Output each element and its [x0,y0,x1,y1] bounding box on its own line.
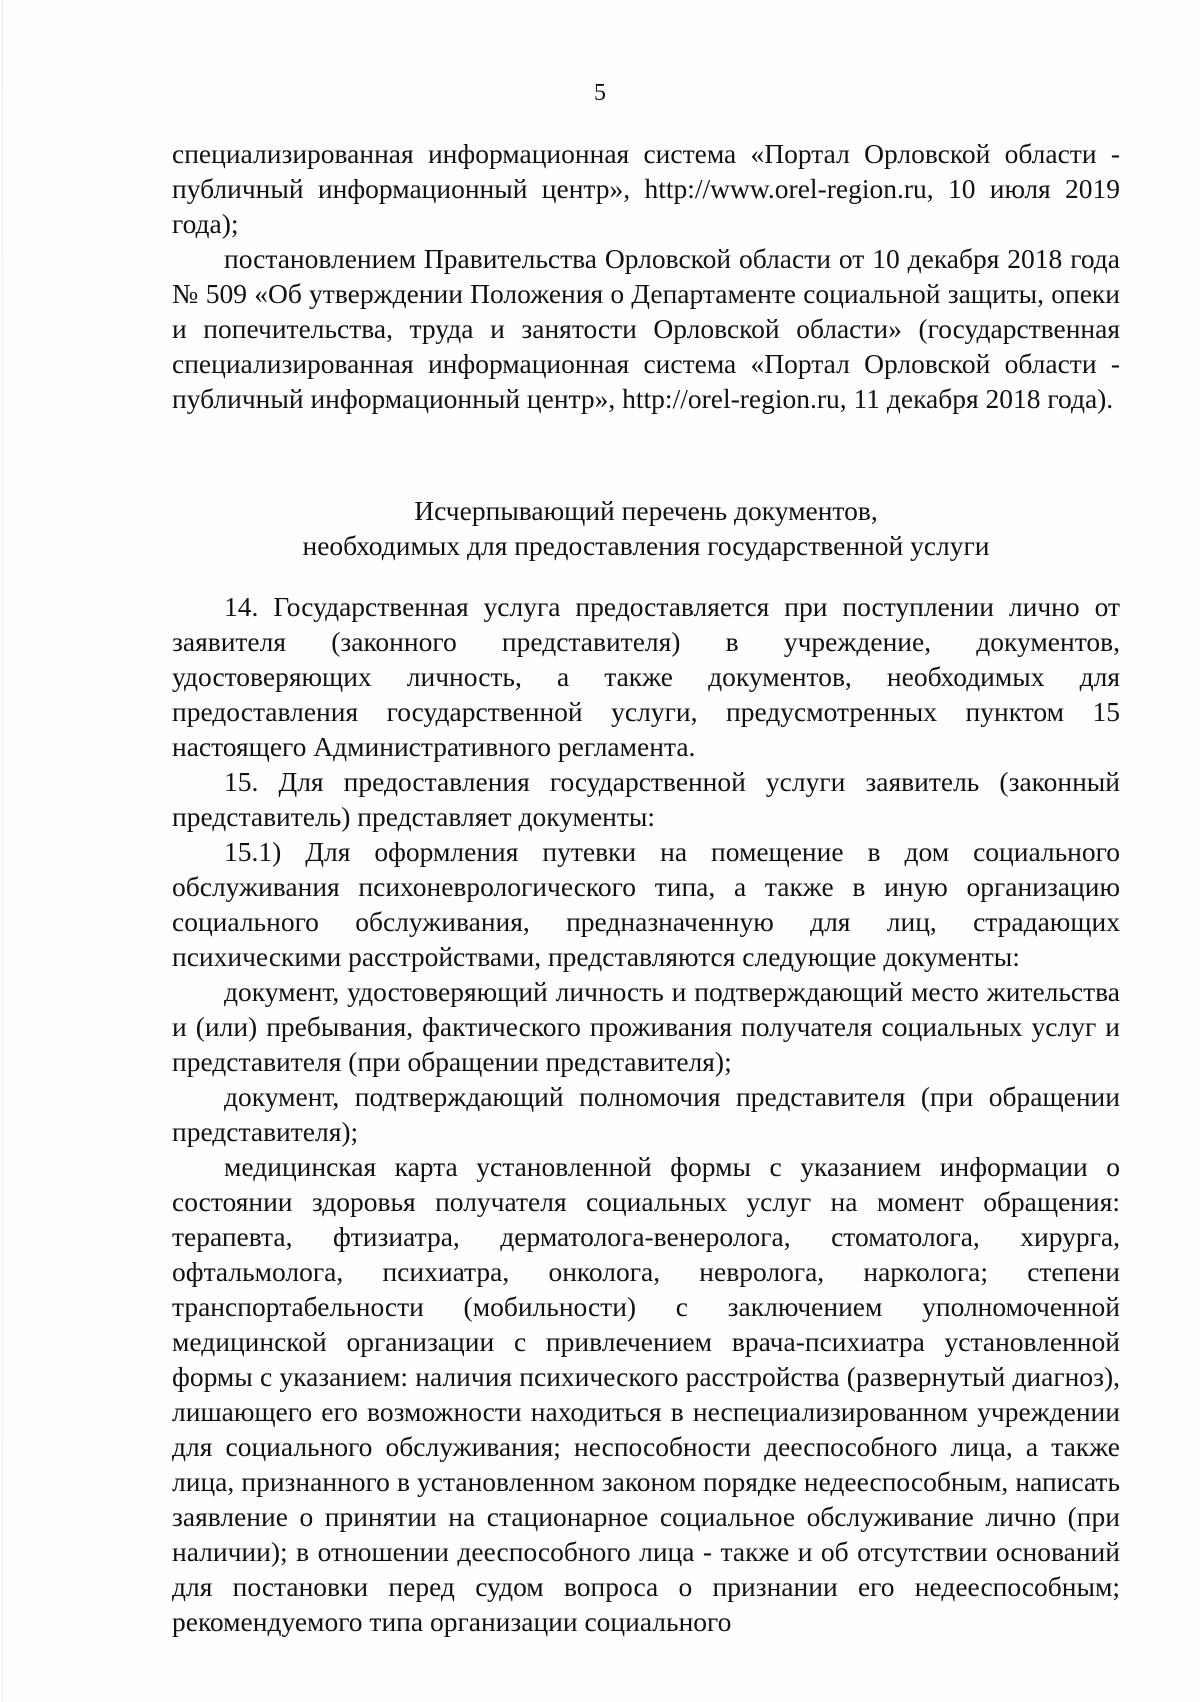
page-number: 5 [594,80,606,106]
section-heading-line-2: необходимых для предоставления государственной услуги [302,530,990,561]
main-text [172,589,1120,1639]
paragraph-15-1: 15.1) Для оформления путевки на помещение в дом социального обслуживания психоневрологического типа, а также в иную организацию социального обслуживания, предназначенную для лиц, страдающих психическими расстройствами, представляются следующие документы: [172,836,1120,972]
section-heading [172,493,1120,563]
paragraph-15: 15. Для предоставления государственной услуги заявитель (законный представитель) представляет документы: [172,766,1120,832]
intro-paragraph-1: специализированная информационная система «Портал Орловской области - публичный информационный центр», http://www.orel-region.ru, 10 июля 2019 года); [172,138,1120,239]
scan-edge [2,0,3,1702]
list-item-identity-document: документ, удостоверяющий личность и подтверждающий место жительства и (или) пребывания, фактического проживания получателя социальных услуг и представителя (при обращении представителя); [172,976,1120,1077]
list-item-medical-card: медицинская карта установленной формы с указанием информации о состоянии здоровья получателя социальных услуг на момент обращения: терапевта, фтизиатра, дерматолога-венеролога, стоматолога, хирурга, офтальмолога, психиатра, онколога, невролога, нарколога; степени транспортабельности (мобильности) с заключением уполномоченной медицинской организации с привлечением врача-психиатра установленной формы с указанием: наличия психического расстройства (развернутый диагноз), лишающего его возможности находиться в неспециализированном учреждении для социального обслуживания; неспособности дееспособного лица, а также лица, признанного в установленном законом порядке недееспособным, написать заявление о принятии на стационарное социальное обслуживание лично (при наличии); в отношении дееспособного лица - также и об отсутствии оснований для постановки перед судом вопроса о признании его недееспособным; рекомендуемого типа организации социального [172,1151,1120,1637]
list-item-authority-document: документ, подтверждающий полномочия представителя (при обращении представителя); [172,1081,1120,1147]
section-heading-line-1: Исчерпывающий перечень документов, [414,495,878,526]
intro-paragraph-2: постановлением Правительства Орловской области от 10 декабря 2018 года № 509 «Об утверждении Положения о Департаменте социальной защиты, опеки и попечительства, труда и занятости Орловской области» (государственная специализированная информационная система «Портал Орловской области - публичный информационный центр», http://orel-region.ru, 11 декабря 2018 года). [172,243,1120,414]
paragraph-14: 14. Государственная услуга предоставляется при поступлении лично от заявителя (законного представителя) в учреждение, документов, удостоверяющих личность, а также документов, необходимых для предоставления государственной услуги, предусмотренных пунктом 15 настоящего Административного регламента. [172,591,1120,762]
intro-text [172,136,1120,416]
